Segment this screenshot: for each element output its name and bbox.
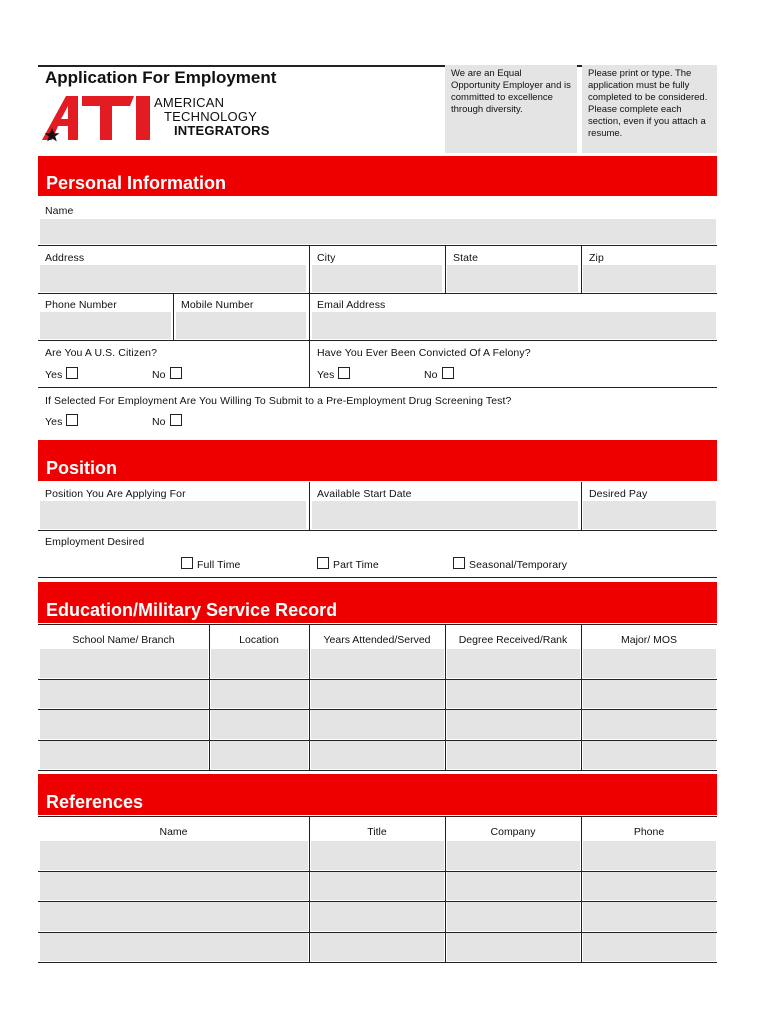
logo-line-technology: TECHNOLOGY [164, 109, 258, 124]
references-cell[interactable] [583, 933, 716, 962]
divider [38, 816, 717, 817]
references-cell[interactable] [40, 933, 308, 962]
no-label: No [152, 369, 166, 381]
divider [309, 293, 310, 340]
logo-line-american: AMERICAN [154, 95, 225, 110]
education-col-degree: Degree Received/Rank [458, 634, 568, 646]
email-field[interactable] [312, 312, 716, 339]
full-time-label: Full Time [197, 559, 241, 571]
drug-test-question: If Selected For Employment Are You Willing To Submit to a Pre-Employment Drug Screening Test? [45, 395, 512, 407]
references-cell[interactable] [311, 841, 444, 870]
state-label: State [453, 252, 479, 264]
divider [38, 293, 717, 294]
divider [445, 624, 446, 770]
education-cell[interactable] [40, 649, 208, 678]
divider [38, 770, 717, 771]
zip-field[interactable] [583, 265, 716, 292]
drug-no-option[interactable] [152, 414, 182, 428]
part-time-option[interactable] [317, 557, 379, 571]
citizen-no-checkbox[interactable] [170, 367, 182, 379]
divider [209, 624, 210, 770]
references-cell[interactable] [40, 902, 308, 931]
education-cell[interactable] [311, 649, 444, 678]
citizen-yes-checkbox[interactable] [66, 367, 78, 379]
references-col-title: Title [367, 826, 387, 838]
education-col-major: Major/ MOS [620, 634, 677, 646]
felony-no-checkbox[interactable] [442, 367, 454, 379]
name-label: Name [45, 205, 74, 217]
references-cell[interactable] [583, 872, 716, 901]
divider [38, 624, 717, 625]
section-title-personal: Personal Information [46, 173, 227, 193]
divider [581, 245, 582, 293]
equal-opportunity-note-box [445, 65, 577, 153]
full-time-checkbox[interactable] [181, 557, 193, 569]
education-cell[interactable] [447, 680, 580, 709]
divider [173, 293, 174, 340]
yes-label: Yes [45, 369, 63, 381]
references-cell[interactable] [311, 933, 444, 962]
references-cell[interactable] [40, 841, 308, 870]
references-cell[interactable] [40, 872, 308, 901]
felony-yes-option[interactable] [317, 367, 350, 381]
education-cell[interactable] [211, 680, 308, 709]
city-field[interactable] [312, 265, 442, 292]
mobile-field[interactable] [176, 312, 306, 339]
divider [309, 482, 310, 530]
section-band-references [38, 774, 717, 815]
start-date-label: Available Start Date [317, 488, 412, 500]
education-cell[interactable] [583, 649, 716, 678]
position-applying-label: Position You Are Applying For [45, 488, 186, 500]
divider [581, 482, 582, 530]
citizen-no-option[interactable] [152, 367, 182, 381]
seasonal-option[interactable] [453, 557, 567, 571]
name-field[interactable] [40, 219, 716, 244]
yes-label: Yes [45, 416, 63, 428]
divider [38, 962, 717, 963]
references-col-company: Company [490, 826, 536, 838]
education-col-location: Location [239, 634, 279, 646]
phone-label: Phone Number [45, 299, 117, 311]
company-logo [42, 96, 282, 144]
section-title-position: Position [46, 458, 117, 478]
employment-desired-label: Employment Desired [45, 536, 145, 548]
divider [309, 245, 310, 293]
citizen-question: Are You A U.S. Citizen? [45, 347, 158, 359]
citizen-yes-option[interactable] [45, 367, 78, 381]
print-instructions-note: Please print or type. The application must be fully completed to be considered. Please complete each section, even if you attach a resume. [588, 68, 708, 139]
education-cell[interactable] [211, 710, 308, 739]
part-time-label: Part Time [333, 559, 379, 571]
education-col-school: School Name/ Branch [72, 634, 175, 646]
divider [445, 816, 446, 962]
references-col-phone: Phone [633, 826, 665, 838]
education-cell[interactable] [447, 649, 580, 678]
start-date-field[interactable] [312, 501, 578, 529]
references-cell[interactable] [583, 841, 716, 870]
state-field[interactable] [447, 265, 578, 292]
drug-yes-checkbox[interactable] [66, 414, 78, 426]
divider [38, 340, 717, 341]
section-band-position [38, 440, 717, 481]
education-col-years: Years Attended/Served [323, 634, 431, 646]
felony-yes-checkbox[interactable] [338, 367, 350, 379]
divider [38, 530, 717, 531]
ati-logo-mark-icon [42, 96, 154, 142]
references-cell[interactable] [447, 841, 580, 870]
section-band-personal [38, 156, 717, 196]
education-cell[interactable] [40, 710, 208, 739]
section-title-references: References [46, 792, 144, 812]
position-applying-field[interactable] [40, 501, 306, 529]
felony-no-option[interactable] [424, 367, 454, 381]
references-cell[interactable] [447, 872, 580, 901]
address-field[interactable] [40, 265, 306, 292]
references-cell[interactable] [311, 872, 444, 901]
part-time-checkbox[interactable] [317, 557, 329, 569]
section-title-education: Education/Military Service Record [46, 600, 338, 620]
divider [445, 245, 446, 293]
logo-line-integrators: INTEGRATORS [174, 123, 270, 138]
divider [38, 245, 717, 246]
divider [38, 577, 717, 578]
references-cell[interactable] [583, 902, 716, 931]
divider [38, 387, 717, 388]
section-band-education [38, 582, 717, 623]
education-cell[interactable] [311, 680, 444, 709]
education-cell[interactable] [211, 649, 308, 678]
divider [309, 624, 310, 770]
divider [309, 340, 310, 387]
education-cell[interactable] [447, 741, 580, 770]
felony-question: Have You Ever Been Convicted Of A Felony? [317, 347, 531, 359]
drug-yes-option[interactable] [45, 414, 78, 428]
references-col-name: Name [159, 826, 188, 838]
city-label: City [317, 252, 336, 264]
divider [581, 816, 582, 962]
phone-field[interactable] [40, 312, 171, 339]
mobile-label: Mobile Number [181, 299, 254, 311]
divider [581, 624, 582, 770]
education-cell[interactable] [40, 680, 208, 709]
desired-pay-field[interactable] [583, 501, 716, 529]
seasonal-checkbox[interactable] [453, 557, 465, 569]
email-label: Email Address [317, 299, 386, 311]
education-cell[interactable] [583, 680, 716, 709]
equal-opportunity-note: We are an Equal Opportunity Employer and is committed to excellence through diversity. [451, 68, 571, 115]
no-label: No [152, 416, 166, 428]
address-label: Address [45, 252, 85, 264]
education-cell[interactable] [311, 710, 444, 739]
references-cell[interactable] [447, 933, 580, 962]
education-cell[interactable] [40, 741, 208, 770]
desired-pay-label: Desired Pay [589, 488, 648, 500]
references-cell[interactable] [311, 902, 444, 931]
full-time-option[interactable] [181, 557, 241, 571]
education-cell[interactable] [447, 710, 580, 739]
education-cell[interactable] [583, 741, 716, 770]
divider [309, 816, 310, 962]
seasonal-label: Seasonal/Temporary [469, 559, 568, 571]
yes-label: Yes [317, 369, 335, 381]
education-cell[interactable] [311, 741, 444, 770]
print-instructions-box [582, 65, 717, 153]
references-cell[interactable] [447, 902, 580, 931]
no-label: No [424, 369, 438, 381]
zip-label: Zip [589, 252, 604, 264]
page-title: Application For Employment [45, 68, 277, 87]
education-cell[interactable] [211, 741, 308, 770]
drug-no-checkbox[interactable] [170, 414, 182, 426]
education-cell[interactable] [583, 710, 716, 739]
